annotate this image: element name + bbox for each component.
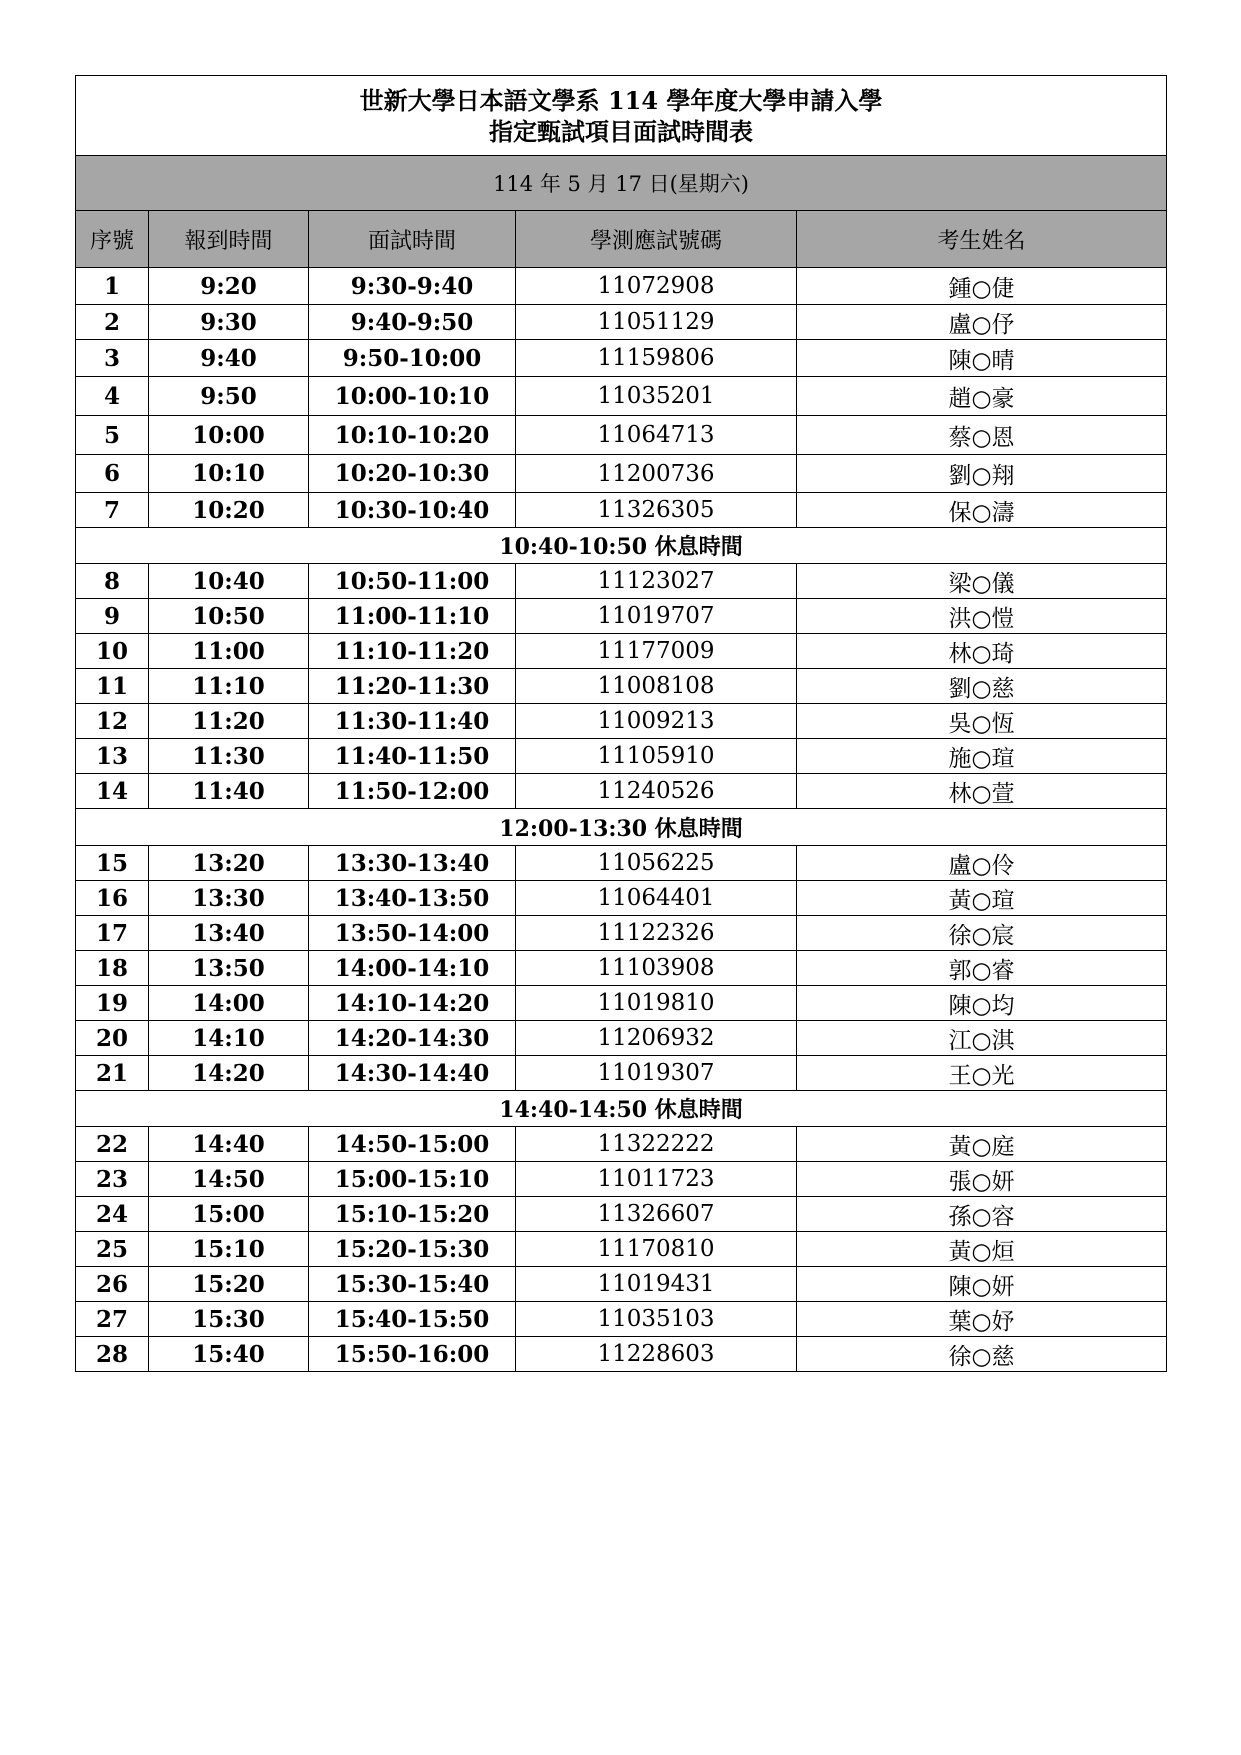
serial-no-cell: 13 [76,739,149,774]
serial-no-cell: 27 [76,1302,149,1337]
serial-no-cell: 6 [76,455,149,493]
header-interview-time: 面試時間 [309,211,516,268]
exam-number-cell: 11159806 [516,340,797,377]
exam-number-cell: 11009213 [516,704,797,739]
interview-time-cell: 15:20-15:30 [309,1232,516,1267]
report-time-cell: 14:20 [149,1056,309,1091]
candidate-name-cell: 陳○晴 [797,340,1167,377]
exam-number-cell: 11206932 [516,1021,797,1056]
candidate-name-cell: 趙○豪 [797,377,1167,416]
break-time-label: 10:40-10:50 休息時間 [76,528,1167,564]
document-title [76,76,1167,156]
exam-number-cell: 11056225 [516,846,797,881]
serial-no-cell: 3 [76,340,149,377]
candidate-name-cell: 孫○容 [797,1197,1167,1232]
table-row [76,305,1167,340]
serial-no-cell: 18 [76,951,149,986]
exam-number-cell: 11064401 [516,881,797,916]
interview-time-cell: 9:50-10:00 [309,340,516,377]
exam-number-cell: 11008108 [516,669,797,704]
report-time-cell: 10:40 [149,564,309,599]
report-time-cell: 15:00 [149,1197,309,1232]
table-row [76,1197,1167,1232]
table-row [76,916,1167,951]
report-time-cell: 10:00 [149,416,309,455]
table-row [76,1337,1167,1372]
candidate-name-cell: 盧○伃 [797,305,1167,340]
exam-number-cell: 11322222 [516,1127,797,1162]
report-time-cell: 10:50 [149,599,309,634]
serial-no-cell: 5 [76,416,149,455]
interview-time-cell: 15:50-16:00 [309,1337,516,1372]
serial-no-cell: 24 [76,1197,149,1232]
candidate-name-cell: 施○瑄 [797,739,1167,774]
serial-no-cell: 19 [76,986,149,1021]
exam-number-cell: 11326305 [516,493,797,528]
exam-number-cell: 11122326 [516,916,797,951]
report-time-cell: 15:10 [149,1232,309,1267]
report-time-cell: 14:50 [149,1162,309,1197]
candidate-name-cell: 徐○宸 [797,916,1167,951]
table-row [76,1021,1167,1056]
table-row [76,634,1167,669]
serial-no-cell: 11 [76,669,149,704]
table-row [76,1162,1167,1197]
candidate-name-cell: 鍾○倢 [797,268,1167,305]
report-time-cell: 11:10 [149,669,309,704]
candidate-name-cell: 王○光 [797,1056,1167,1091]
serial-no-cell: 25 [76,1232,149,1267]
break-row [76,809,1167,846]
report-time-cell: 13:20 [149,846,309,881]
title-row [76,76,1167,156]
table-row [76,455,1167,493]
serial-no-cell: 4 [76,377,149,416]
table-row [76,1056,1167,1091]
table-row [76,739,1167,774]
exam-number-cell: 11326607 [516,1197,797,1232]
interview-time-cell: 13:30-13:40 [309,846,516,881]
interview-time-cell: 11:30-11:40 [309,704,516,739]
report-time-cell: 11:30 [149,739,309,774]
interview-time-cell: 11:40-11:50 [309,739,516,774]
report-time-cell: 15:20 [149,1267,309,1302]
candidate-name-cell: 林○萱 [797,774,1167,809]
table-row [76,1127,1167,1162]
interview-time-cell: 14:00-14:10 [309,951,516,986]
candidate-name-cell: 黃○庭 [797,1127,1167,1162]
candidate-name-cell: 徐○慈 [797,1337,1167,1372]
interview-time-cell: 9:30-9:40 [309,268,516,305]
exam-number-cell: 11019307 [516,1056,797,1091]
break-time-label: 12:00-13:30 休息時間 [76,809,1167,846]
candidate-name-cell: 葉○妤 [797,1302,1167,1337]
interview-time-cell: 9:40-9:50 [309,305,516,340]
interview-time-cell: 15:30-15:40 [309,1267,516,1302]
candidate-name-cell: 郭○睿 [797,951,1167,986]
table-row [76,986,1167,1021]
report-time-cell: 11:20 [149,704,309,739]
candidate-name-cell: 張○妍 [797,1162,1167,1197]
exam-number-cell: 11019707 [516,599,797,634]
header-report-time: 報到時間 [149,211,309,268]
interview-time-cell: 11:00-11:10 [309,599,516,634]
table-row [76,416,1167,455]
serial-no-cell: 15 [76,846,149,881]
interview-time-cell: 11:20-11:30 [309,669,516,704]
exam-number-cell: 11123027 [516,564,797,599]
report-time-cell: 9:30 [149,305,309,340]
candidate-name-cell: 洪○愷 [797,599,1167,634]
serial-no-cell: 16 [76,881,149,916]
table-row [76,493,1167,528]
serial-no-cell: 10 [76,634,149,669]
exam-number-cell: 11103908 [516,951,797,986]
report-time-cell: 9:40 [149,340,309,377]
candidate-name-cell: 保○濤 [797,493,1167,528]
header-row [76,211,1167,268]
candidate-name-cell: 黃○瑄 [797,881,1167,916]
header-candidate-name: 考生姓名 [797,211,1167,268]
exam-number-cell: 11051129 [516,305,797,340]
exam-number-cell: 11177009 [516,634,797,669]
interview-time-cell: 10:10-10:20 [309,416,516,455]
serial-no-cell: 21 [76,1056,149,1091]
report-time-cell: 11:00 [149,634,309,669]
interview-time-cell: 14:30-14:40 [309,1056,516,1091]
candidate-name-cell: 江○淇 [797,1021,1167,1056]
candidate-name-cell: 陳○均 [797,986,1167,1021]
serial-no-cell: 14 [76,774,149,809]
serial-no-cell: 7 [76,493,149,528]
candidate-name-cell: 盧○伶 [797,846,1167,881]
candidate-name-cell: 梁○儀 [797,564,1167,599]
interview-time-cell: 15:00-15:10 [309,1162,516,1197]
header-serial-no: 序號 [76,211,149,268]
candidate-name-cell: 陳○妍 [797,1267,1167,1302]
table-row [76,377,1167,416]
interview-time-cell: 11:10-11:20 [309,634,516,669]
candidate-name-cell: 劉○翔 [797,455,1167,493]
interview-time-cell: 15:10-15:20 [309,1197,516,1232]
interview-time-cell: 14:50-15:00 [309,1127,516,1162]
exam-number-cell: 11170810 [516,1232,797,1267]
interview-time-cell: 14:20-14:30 [309,1021,516,1056]
report-time-cell: 14:40 [149,1127,309,1162]
exam-number-cell: 11035201 [516,377,797,416]
serial-no-cell: 20 [76,1021,149,1056]
exam-number-cell: 11200736 [516,455,797,493]
serial-no-cell: 23 [76,1162,149,1197]
serial-no-cell: 17 [76,916,149,951]
report-time-cell: 13:40 [149,916,309,951]
break-row [76,1091,1167,1127]
report-time-cell: 10:10 [149,455,309,493]
exam-number-cell: 11228603 [516,1337,797,1372]
report-time-cell: 14:10 [149,1021,309,1056]
serial-no-cell: 12 [76,704,149,739]
candidate-name-cell: 吳○恆 [797,704,1167,739]
interview-time-cell: 15:40-15:50 [309,1302,516,1337]
exam-number-cell: 11072908 [516,268,797,305]
serial-no-cell: 22 [76,1127,149,1162]
table-row [76,704,1167,739]
interview-schedule-table [75,75,1167,1372]
report-time-cell: 15:40 [149,1337,309,1372]
interview-time-cell: 13:50-14:00 [309,916,516,951]
report-time-cell: 9:20 [149,268,309,305]
exam-number-cell: 11011723 [516,1162,797,1197]
exam-number-cell: 11064713 [516,416,797,455]
interview-time-cell: 10:20-10:30 [309,455,516,493]
report-time-cell: 9:50 [149,377,309,416]
report-time-cell: 13:30 [149,881,309,916]
table-row [76,1267,1167,1302]
table-row [76,1232,1167,1267]
report-time-cell: 13:50 [149,951,309,986]
interview-time-cell: 10:50-11:00 [309,564,516,599]
table-row [76,340,1167,377]
serial-no-cell: 9 [76,599,149,634]
report-time-cell: 10:20 [149,493,309,528]
report-time-cell: 15:30 [149,1302,309,1337]
date-row [76,156,1167,211]
table-row [76,951,1167,986]
title-line-2: 指定甄試項目面試時間表 [489,116,754,146]
report-time-cell: 14:00 [149,986,309,1021]
table-row [76,1302,1167,1337]
serial-no-cell: 2 [76,305,149,340]
candidate-name-cell: 林○琦 [797,634,1167,669]
interview-time-cell: 13:40-13:50 [309,881,516,916]
candidate-name-cell: 蔡○恩 [797,416,1167,455]
exam-number-cell: 11019431 [516,1267,797,1302]
report-time-cell: 11:40 [149,774,309,809]
serial-no-cell: 28 [76,1337,149,1372]
break-row [76,528,1167,564]
serial-no-cell: 1 [76,268,149,305]
exam-number-cell: 11019810 [516,986,797,1021]
exam-number-cell: 11240526 [516,774,797,809]
table-row [76,564,1167,599]
candidate-name-cell: 黃○烜 [797,1232,1167,1267]
interview-time-cell: 11:50-12:00 [309,774,516,809]
interview-date: 114 年 5 月 17 日(星期六) [76,156,1167,211]
exam-number-cell: 11105910 [516,739,797,774]
serial-no-cell: 8 [76,564,149,599]
header-exam-number: 學測應試號碼 [516,211,797,268]
table-row [76,268,1167,305]
table-row [76,774,1167,809]
interview-time-cell: 10:00-10:10 [309,377,516,416]
break-time-label: 14:40-14:50 休息時間 [76,1091,1167,1127]
exam-number-cell: 11035103 [516,1302,797,1337]
interview-time-cell: 10:30-10:40 [309,493,516,528]
table-row [76,599,1167,634]
interview-time-cell: 14:10-14:20 [309,986,516,1021]
title-line-1: 世新大學日本語文學系 114 學年度大學申請入學 [359,85,883,115]
table-row [76,669,1167,704]
table-row [76,846,1167,881]
table-row [76,881,1167,916]
candidate-name-cell: 劉○慈 [797,669,1167,704]
serial-no-cell: 26 [76,1267,149,1302]
